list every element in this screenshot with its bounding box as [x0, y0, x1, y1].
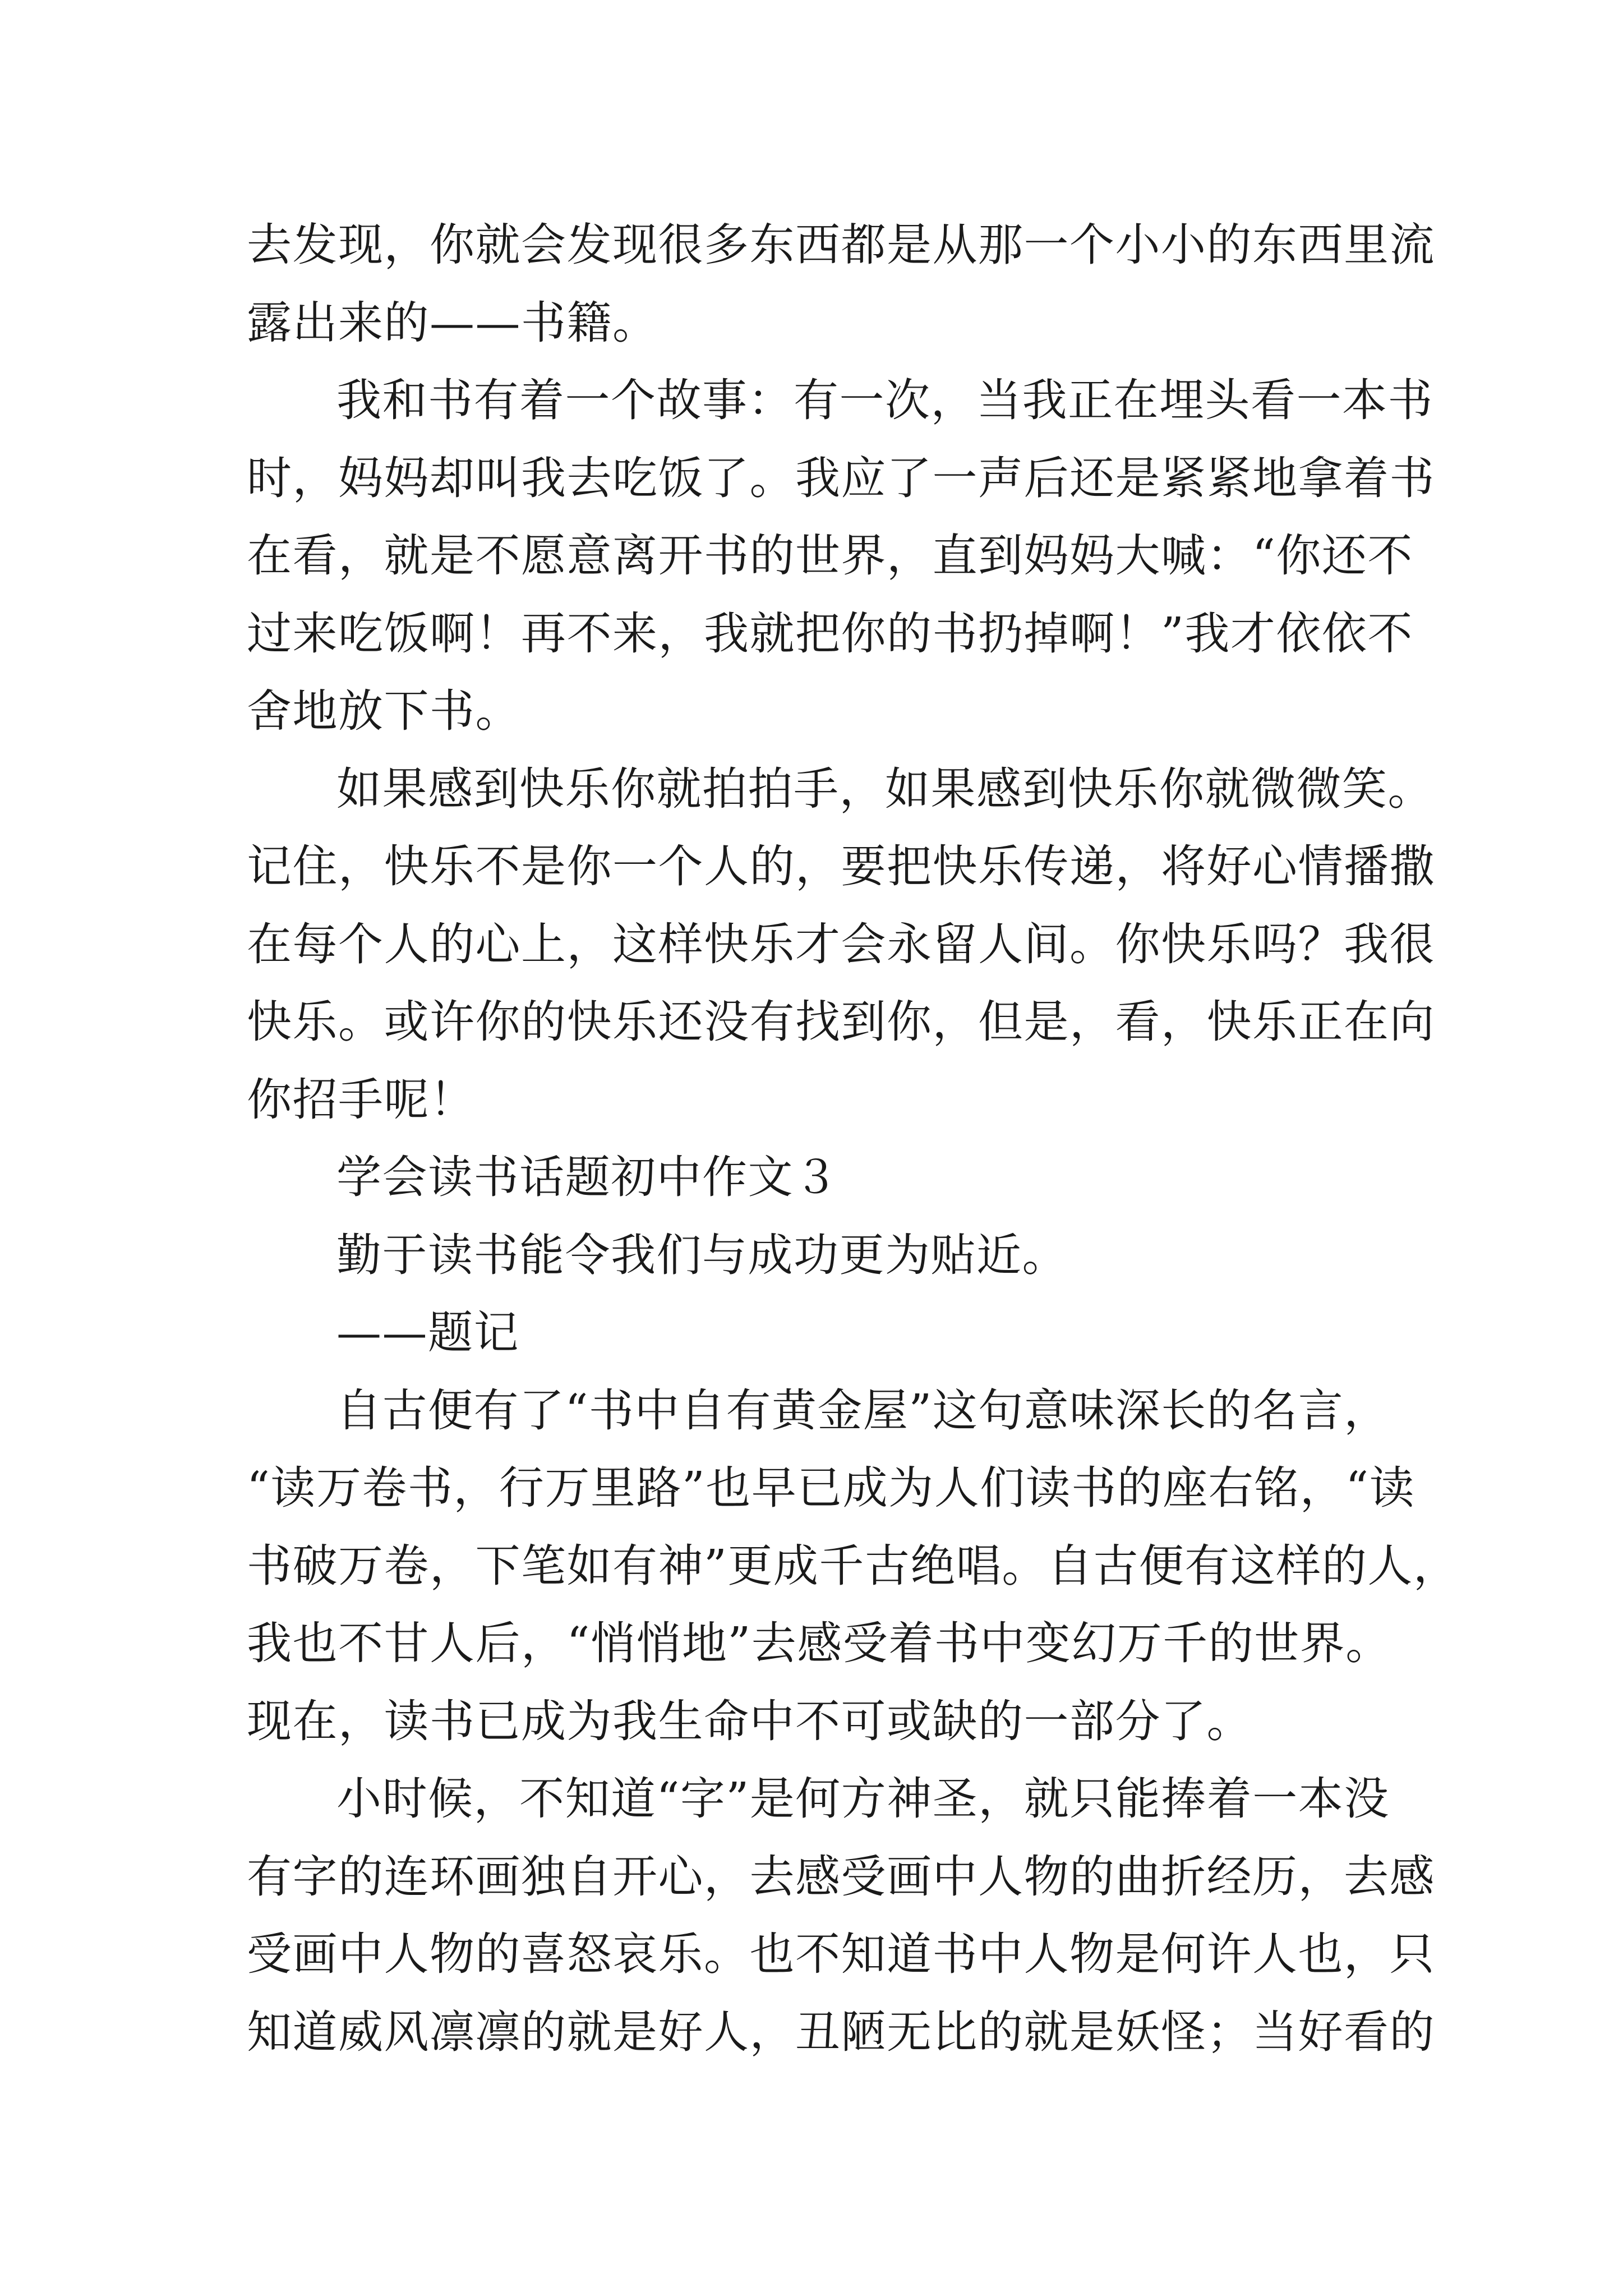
text-line: 舍地放下书。 [247, 685, 521, 737]
text-line: 如果感到快乐你就拍拍手，如果感到快乐你就微微笑。 [336, 762, 1433, 815]
text-line: 去发现，你就会发现很多东西都是从那一个小小的东西里流 [247, 219, 1435, 271]
text-line: 时，妈妈却叫我去吃饭了。我应了一声后还是紧紧地拿着书 [247, 452, 1435, 504]
text-line: 记住，快乐不是你一个人的，要把快乐传递，将好心情播撒 [247, 840, 1435, 892]
paragraph-happiness [247, 751, 1435, 1139]
paragraph-continuation [247, 206, 1435, 362]
text-line: 快乐。或许你的快乐还没有找到你，但是，看，快乐正在向 [247, 996, 1435, 1048]
paragraph-childhood [247, 1760, 1435, 2071]
epigraph-source: ——题记 [336, 1306, 519, 1359]
document-body [247, 206, 1459, 2071]
text-line: 露出来的——书籍。 [247, 296, 658, 349]
text-line: 你招手呢！ [247, 1073, 476, 1126]
text-line: 我也不甘人后，“悄悄地”去感受着书中变幻万千的世界。 [247, 1617, 1391, 1669]
text-line: 现在，读书已成为我生命中不可或缺的一部分了。 [247, 1695, 1252, 1747]
text-line: 知道威风凛凛的就是好人，丑陋无比的就是妖怪；当好看的 [247, 2005, 1435, 2058]
text-line: 我和书有着一个故事：有一次，当我正在埋头看一本书 [336, 374, 1433, 426]
text-line: 有字的连环画独自开心，去感受画中人物的曲折经历，去感 [247, 1850, 1435, 1903]
paragraph-proverbs [247, 1372, 1459, 1761]
text-line: 小时候，不知道“字”是何方神圣，就只能捧着一本没 [336, 1773, 1390, 1825]
epigraph: 勤于读书能令我们与成功更为贴近。 [336, 1228, 1068, 1281]
essay-heading: 学会读书话题初中作文３ [336, 1151, 840, 1203]
text-line: 在看，就是不愿意离开书的世界，直到妈妈大喊：“你还不 [247, 530, 1413, 582]
text-line: 在每个人的心上，这样快乐才会永留人间。你快乐吗？我很 [247, 918, 1435, 970]
paragraph-story [247, 362, 1435, 751]
text-line: “读万卷书，行万里路”也早已成为人们读书的座右铭，“读 [247, 1462, 1415, 1514]
text-line: 书破万卷，下笔如有神”更成千古绝唱。自古便有这样的人， [247, 1539, 1459, 1592]
text-line: 受画中人物的喜怒哀乐。也不知道书中人物是何许人也，只 [247, 1928, 1435, 1980]
text-line: 过来吃饭啊！再不来，我就把你的书扔掉啊！”我才依依不 [247, 607, 1413, 660]
text-line: 自古便有了“书中自有黄金屋”这句意味深长的名言， [336, 1384, 1390, 1437]
